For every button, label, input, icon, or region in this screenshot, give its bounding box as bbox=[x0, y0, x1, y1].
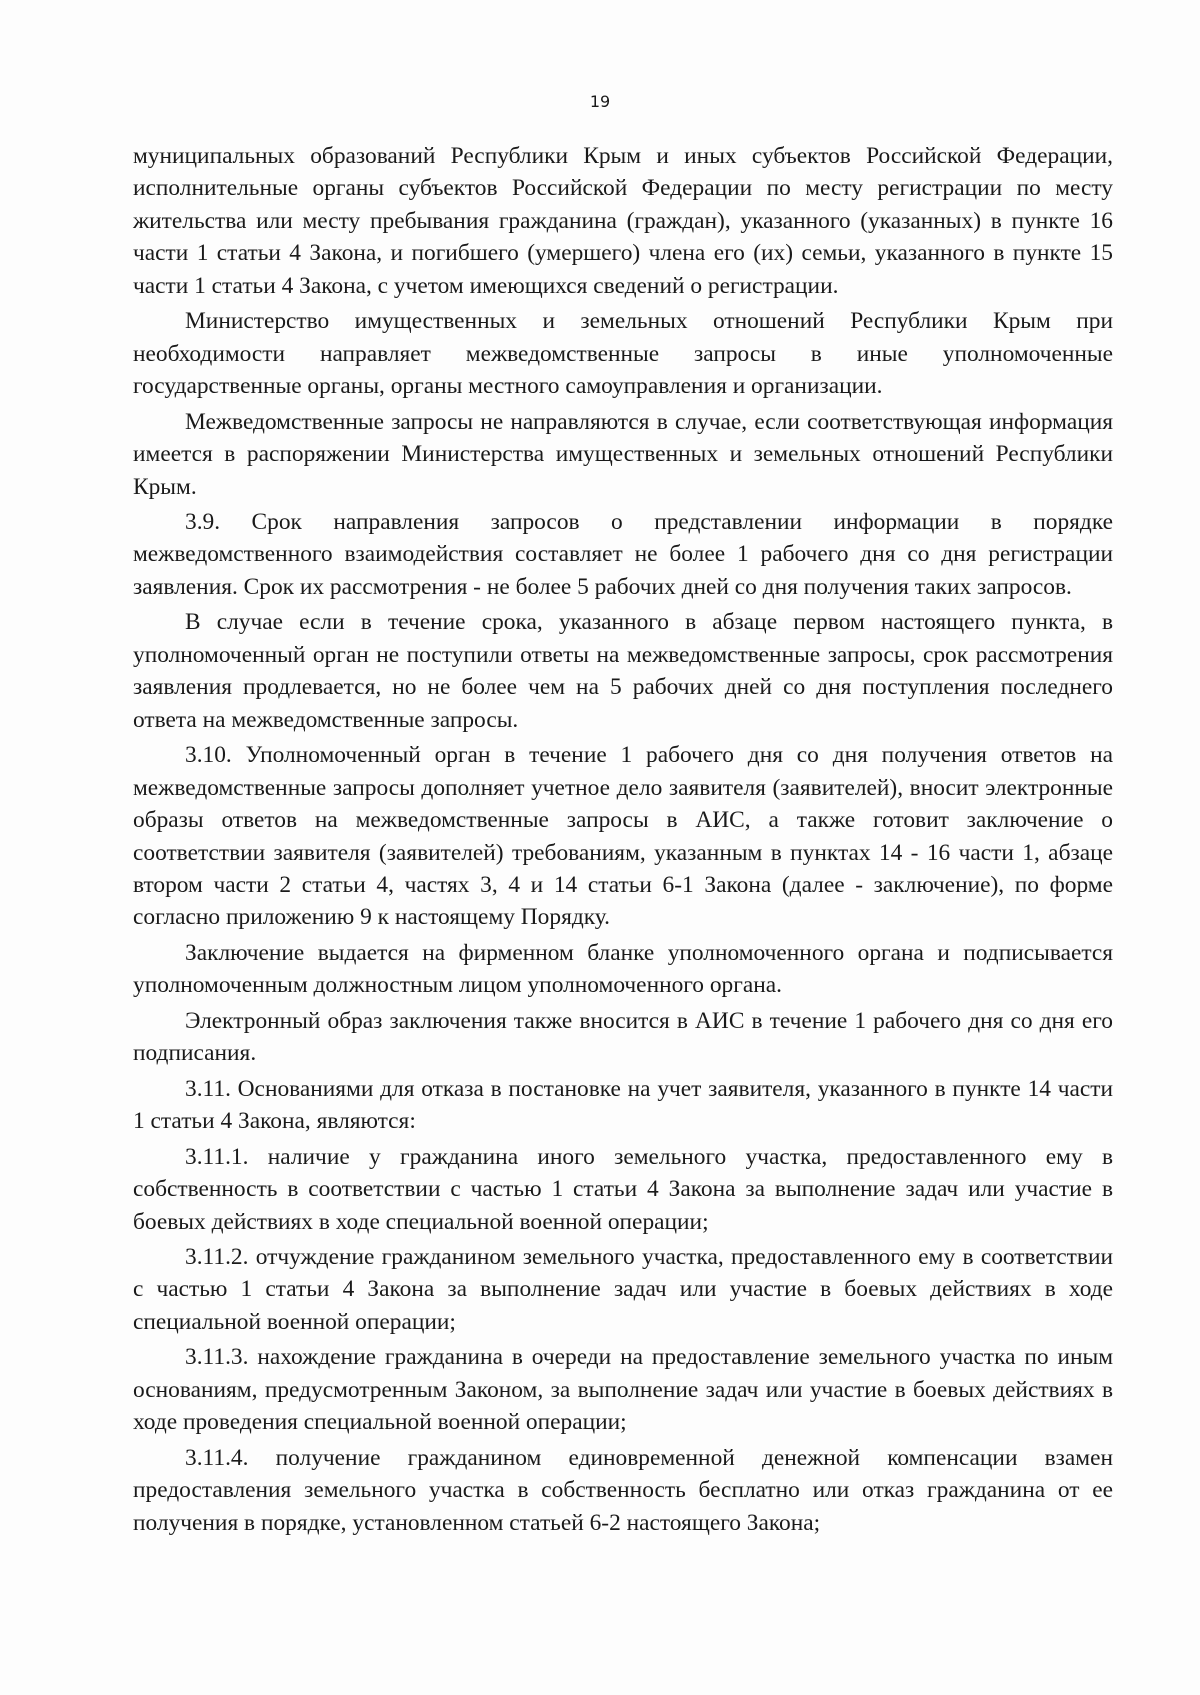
document-body bbox=[133, 140, 1113, 1542]
paragraph-conclusion-letterhead: Заключение выдается на фирменном бланке уполномоченного органа и подписывается уполномоченным должностным лицом уполномоченного органа. bbox=[133, 939, 1113, 999]
paragraph-ministry-requests: Министерство имущественных и земельных отношений Республики Крым при необходимости направляет межведомственные запросы в иные уполномоченные государственные органы, органы местного самоуправления и организации. bbox=[133, 308, 1113, 400]
paragraph-3-11-1: 3.11.1. наличие у гражданина иного земельного участка, предоставленного ему в собственность в соответствии с частью 1 статьи 4 Закона за выполнение задач или участие в боевых действиях в ходе специальной военной операции; bbox=[133, 1143, 1113, 1235]
paragraph-conclusion-electronic: Электронный образ заключения также вносится в АИС в течение 1 рабочего дня со дня его подписания. bbox=[133, 1007, 1113, 1067]
paragraph-requests-not-sent: Межведомственные запросы не направляются в случае, если соответствующая информация имеется в распоряжении Министерства имущественных и земельных отношений Республики Крым. bbox=[133, 408, 1113, 500]
paragraph-3-11-3: 3.11.3. нахождение гражданина в очереди на предоставление земельного участка по иным основаниям, предусмотренным Законом, за выполнение задач или участие в боевых действиях в ходе проведения специальной военной операции; bbox=[133, 1344, 1113, 1436]
paragraph-continuation: муниципальных образований Республики Крым и иных субъектов Российской Федерации, исполнительные органы субъектов Российской Федерации по месту регистрации по месту жительства или месту пребывания гражданина (граждан), указанного (указанных) в пункте 16 части 1 статьи 4 Закона, и погибшего (умершего) члена его (их) семьи, указанного в пункте 15 части 1 статьи 4 Закона, с учетом имеющихся сведений о регистрации. bbox=[133, 143, 1113, 299]
paragraph-3-9: 3.9. Срок направления запросов о представлении информации в порядке межведомственного взаимодействия составляет не более 1 рабочего дня со дня регистрации заявления. Срок их рассмотрения - не более 5 рабочих дней со дня получения таких запросов. bbox=[133, 508, 1113, 600]
paragraph-3-11: 3.11. Основаниями для отказа в постановке на учет заявителя, указанного в пункте 14 части 1 статьи 4 Закона, являются: bbox=[133, 1075, 1113, 1135]
paragraph-3-11-4: 3.11.4. получение гражданином единовременной денежной компенсации взамен предоставления земельного участка в собственность бесплатно или отказ гражданина от ее получения в порядке, установленном статьей 6-2 настоящего Закона; bbox=[133, 1444, 1113, 1536]
page-number: 19 bbox=[589, 92, 611, 111]
paragraph-3-9-extension: В случае если в течение срока, указанного в абзаце первом настоящего пункта, в уполномоченный орган не поступили ответы на межведомственные запросы, срок рассмотрения заявления продлевается, но не более чем на 5 рабочих дней со дня поступления последнего ответа на межведомственные запросы. bbox=[133, 609, 1113, 733]
paragraph-3-10: 3.10. Уполномоченный орган в течение 1 рабочего дня со дня получения ответов на межведомственные запросы дополняет учетное дело заявителя (заявителей), вносит электронные образы ответов на межведомственные запросы в АИС, а также готовит заключение о соответствии заявителя (заявителей) требованиям, указанным в пунктах 14 - 16 части 1, абзаце втором части 2 статьи 4, частях 3, 4 и 14 статьи 6-1 Закона (далее - заключение), по форме согласно приложению 9 к настоящему Порядку. bbox=[133, 742, 1113, 931]
paragraph-3-11-2: 3.11.2. отчуждение гражданином земельного участка, предоставленного ему в соответствии с частью 1 статьи 4 Закона за выполнение задач или участие в боевых действиях в ходе специальной военной операции; bbox=[133, 1243, 1113, 1335]
